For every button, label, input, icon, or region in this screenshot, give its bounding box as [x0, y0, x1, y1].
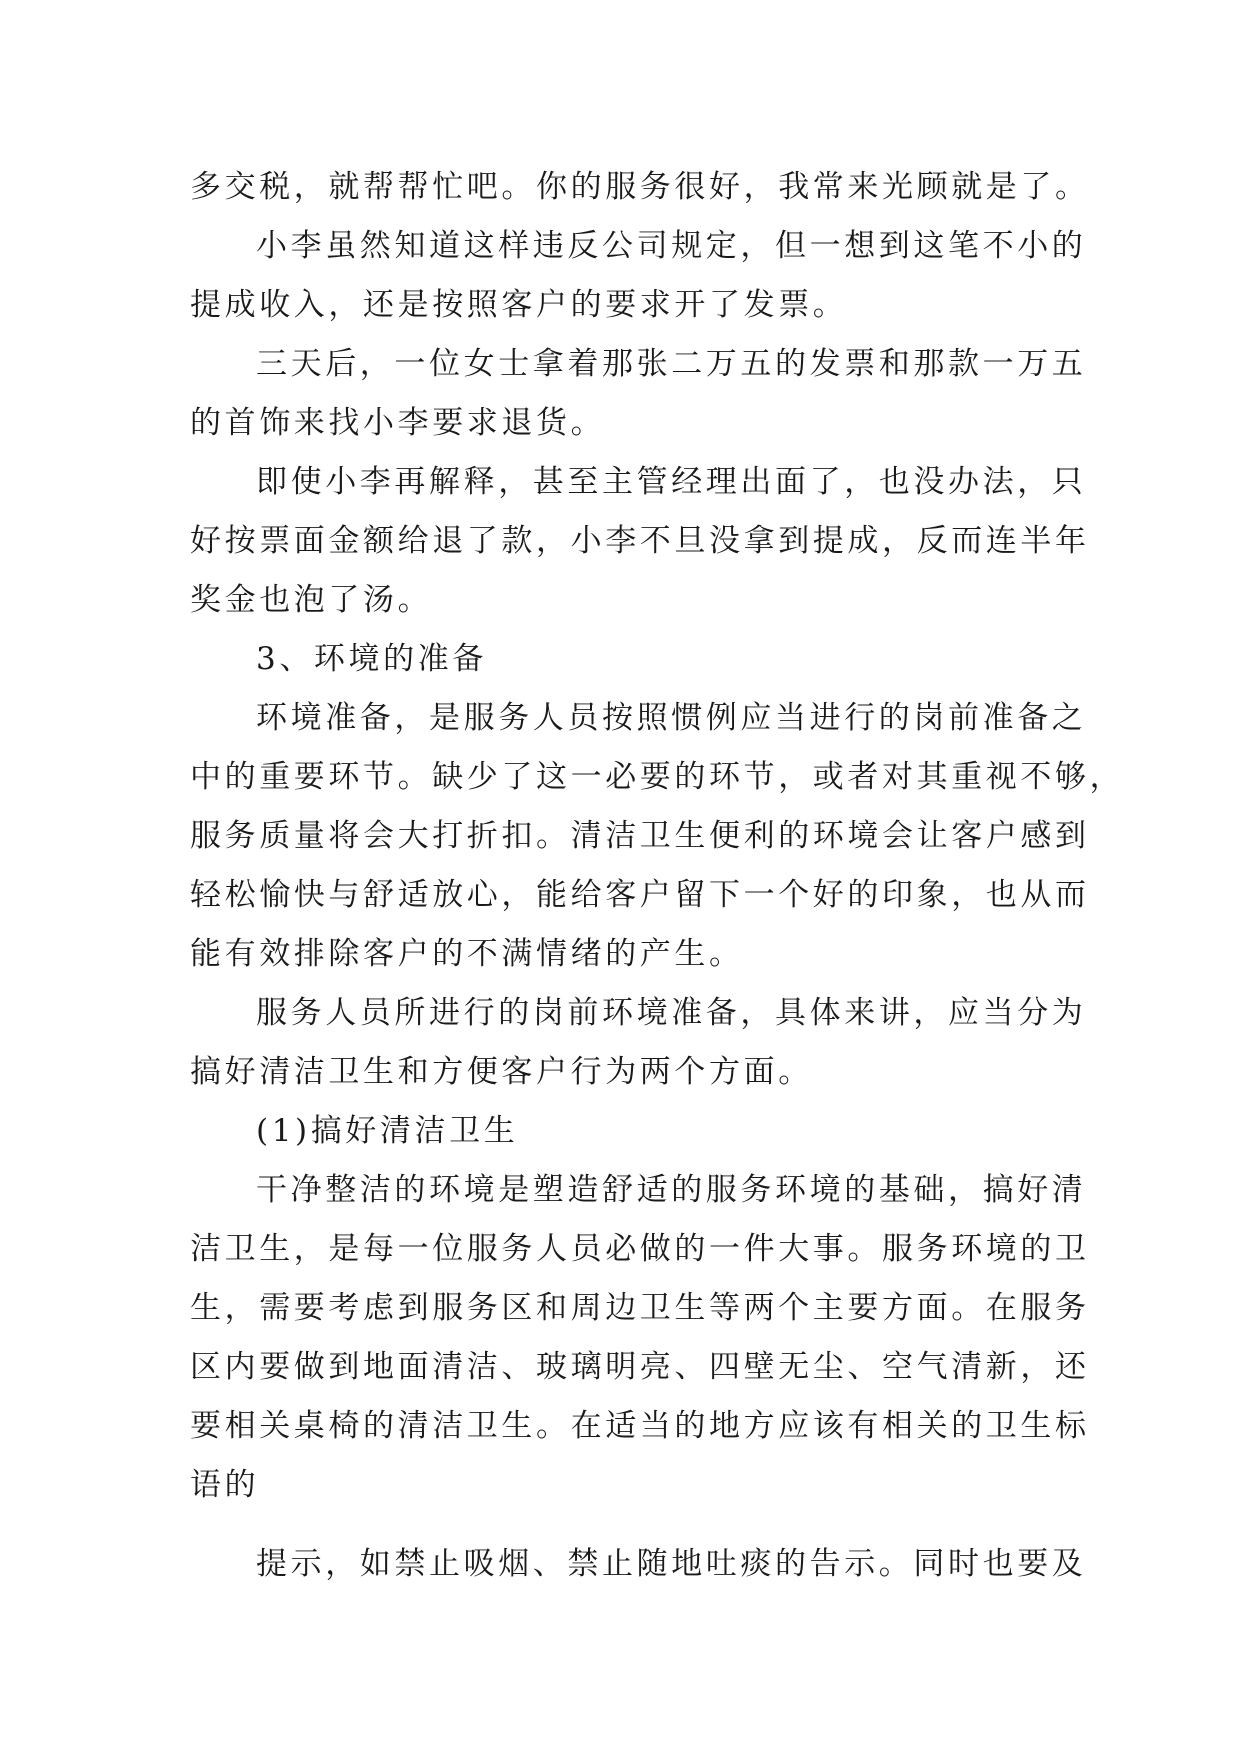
text-line: 好按票面金额给退了款，小李不旦没拿到提成，反而连半年 — [190, 523, 1090, 559]
text-line: 区内要做到地面清洁、玻璃明亮、四壁无尘、空气清新，还 — [190, 1349, 1090, 1385]
text-line: 生，需要考虑到服务区和周边卫生等两个主要方面。在服务 — [190, 1290, 1090, 1326]
text-line: 小李虽然知道这样违反公司规定，但一想到这笔不小的 — [256, 228, 1087, 264]
text-line: 的首饰来找小李要求退货。 — [190, 405, 606, 441]
text-line: 搞好清洁卫生和方便客户行为两个方面。 — [190, 1054, 813, 1090]
text-line: 能有效排除客户的不满情绪的产生。 — [190, 936, 744, 972]
subsection-heading: (1)搞好清洁卫生 — [256, 1113, 519, 1149]
text-line: 提成收入，还是按照客户的要求开了发票。 — [190, 287, 848, 323]
text-line: 提示，如禁止吸烟、禁止随地吐痰的告示。同时也要及 — [256, 1546, 1087, 1582]
body-text — [190, 158, 1125, 1594]
text-line: 要相关桌椅的清洁卫生。在适当的地方应该有相关的卫生标 — [190, 1408, 1090, 1444]
text-line: 服务人员所进行的岗前环境准备，具体来讲，应当分为 — [256, 995, 1087, 1031]
text-line: 三天后，一位女士拿着那张二万五的发票和那款一万五 — [256, 346, 1087, 382]
text-line: 轻松愉快与舒适放心，能给客户留下一个好的印象，也从而 — [190, 877, 1090, 913]
text-line: 服务质量将会大打折扣。清洁卫生便利的环境会让客户感到 — [190, 818, 1090, 854]
text-line: 干净整洁的环境是塑造舒适的服务环境的基础，搞好清 — [256, 1172, 1087, 1208]
text-line: 中的重要环节。缺少了这一必要的环节，或者对其重视不够， — [190, 759, 1125, 795]
text-line: 即使小李再解释，甚至主管经理出面了，也没办法，只 — [256, 464, 1087, 500]
text-line: 环境准备，是服务人员按照惯例应当进行的岗前准备之 — [256, 700, 1087, 736]
text-line: 洁卫生，是每一位服务人员必做的一件大事。服务环境的卫 — [190, 1231, 1090, 1267]
text-line: 多交税，就帮帮忙吧。你的服务很好，我常来光顾就是了。 — [190, 169, 1090, 205]
section-heading: 3、环境的准备 — [256, 641, 487, 677]
text-line: 语的 — [190, 1467, 260, 1503]
text-line: 奖金也泡了汤。 — [190, 582, 433, 618]
